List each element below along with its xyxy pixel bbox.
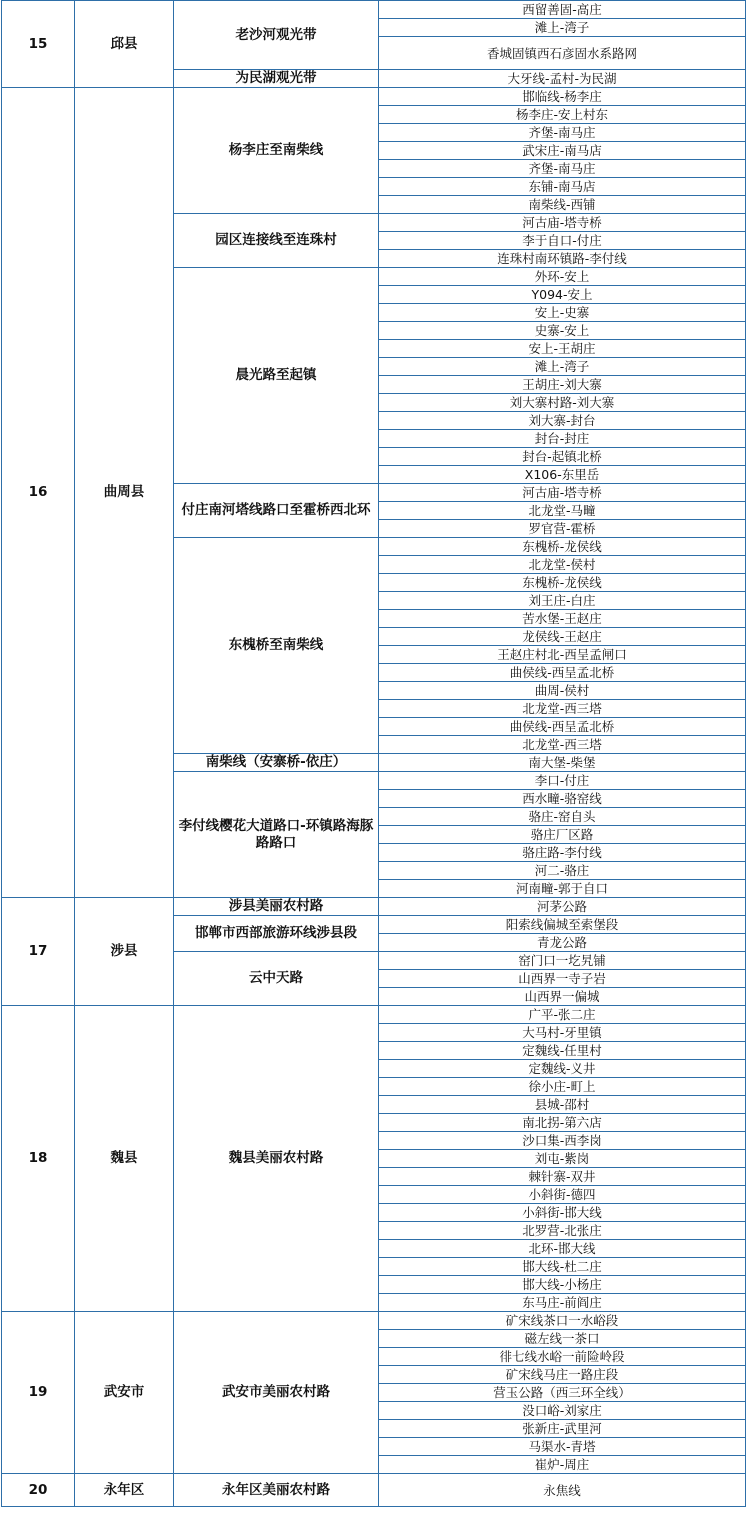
- route-name: 涉县美丽农村路: [174, 898, 379, 916]
- segment-name: 南柴线-西铺: [379, 196, 746, 214]
- segment-name: 王胡庄-刘大寨: [379, 376, 746, 394]
- route-name: 武安市美丽农村路: [174, 1312, 379, 1474]
- segment-name: 矿宋线茶口一水峪段: [379, 1312, 746, 1330]
- segment-name: 香城固镇西石彦固水系路网: [379, 37, 746, 70]
- segment-name: 曲侯线-西呈孟北桥: [379, 664, 746, 682]
- segment-name: 磁左线一茶口: [379, 1330, 746, 1348]
- segment-name: 骆庄-窑自头: [379, 808, 746, 826]
- segment-name: 东槐桥-龙侯线: [379, 574, 746, 592]
- county-name: 魏县: [75, 1006, 174, 1312]
- table-row: [2, 88, 746, 106]
- segment-name: 安上-史寨: [379, 304, 746, 322]
- segment-name: 营玉公路（西三环全线）: [379, 1384, 746, 1402]
- segment-name: 安上-王胡庄: [379, 340, 746, 358]
- segment-name: 大牙线-孟村-为民湖: [379, 70, 746, 88]
- segment-name: 定魏线-任里村: [379, 1042, 746, 1060]
- segment-name: 东槐桥-龙侯线: [379, 538, 746, 556]
- segment-name: 北龙堂-马疃: [379, 502, 746, 520]
- segment-name: 刘屯-紫岗: [379, 1150, 746, 1168]
- segment-name: 徐小庄-町上: [379, 1078, 746, 1096]
- route-name: 永年区美丽农村路: [174, 1474, 379, 1507]
- county-name: 永年区: [75, 1474, 174, 1507]
- segment-name: 广平-张二庄: [379, 1006, 746, 1024]
- segment-name: 南北拐-第六店: [379, 1114, 746, 1132]
- segment-name: 罗官营-霍桥: [379, 520, 746, 538]
- segment-name: 东铺-南马店: [379, 178, 746, 196]
- segment-name: 北龙堂-侯村: [379, 556, 746, 574]
- table-row: [2, 1312, 746, 1330]
- route-name: 晨光路至起镇: [174, 268, 379, 484]
- segment-name: 棘针寨-双井: [379, 1168, 746, 1186]
- table-row: [2, 898, 746, 916]
- row-number: 16: [2, 88, 75, 898]
- segment-name: 河南疃-郭于自口: [379, 880, 746, 898]
- segment-name: 李口-付庄: [379, 772, 746, 790]
- route-table: [1, 0, 746, 1507]
- segment-name: 齐堡-南马庄: [379, 124, 746, 142]
- route-name: 李付线樱花大道路口-环镇路海豚路路口: [174, 772, 379, 898]
- route-name: 园区连接线至连珠村: [174, 214, 379, 268]
- route-name: 云中天路: [174, 952, 379, 1006]
- segment-name: 青龙公路: [379, 934, 746, 952]
- county-name: 曲周县: [75, 88, 174, 898]
- segment-name: 没口峪-刘家庄: [379, 1402, 746, 1420]
- table-row: [2, 1006, 746, 1024]
- segment-name: 连珠村南环镇路-李付线: [379, 250, 746, 268]
- route-name: 杨李庄至南柴线: [174, 88, 379, 214]
- segment-name: 刘大寨村路-刘大寨: [379, 394, 746, 412]
- route-name: 魏县美丽农村路: [174, 1006, 379, 1312]
- segment-name: 北龙堂-西三塔: [379, 736, 746, 754]
- segment-name: 沙口集-西李岗: [379, 1132, 746, 1150]
- segment-name: 邯大线-小杨庄: [379, 1276, 746, 1294]
- route-table-body: [2, 1, 746, 1507]
- segment-name: 武宋庄-南马店: [379, 142, 746, 160]
- segment-name: 骆庄厂区路: [379, 826, 746, 844]
- route-name: 付庄南河塔线路口至霍桥西北环: [174, 484, 379, 538]
- county-name: 邱县: [75, 1, 174, 88]
- segment-name: X106-东里岳: [379, 466, 746, 484]
- row-number: 15: [2, 1, 75, 88]
- segment-name: 西留善固-高庄: [379, 1, 746, 19]
- segment-name: 北罗营-北张庄: [379, 1222, 746, 1240]
- row-number: 19: [2, 1312, 75, 1474]
- segment-name: 小斜街-邯大线: [379, 1204, 746, 1222]
- route-name: 老沙河观光带: [174, 1, 379, 70]
- segment-name: 齐堡-南马庄: [379, 160, 746, 178]
- segment-name: 马渠水-青塔: [379, 1438, 746, 1456]
- segment-name: 矿宋线马庄一路庄段: [379, 1366, 746, 1384]
- table-row: [2, 1474, 746, 1507]
- segment-name: 邯大线-杜二庄: [379, 1258, 746, 1276]
- segment-name: 封台-封庄: [379, 430, 746, 448]
- segment-name: 山西界一寺子岩: [379, 970, 746, 988]
- row-number: 18: [2, 1006, 75, 1312]
- segment-name: 邯临线-杨李庄: [379, 88, 746, 106]
- segment-name: 崔炉-周庄: [379, 1456, 746, 1474]
- segment-name: 定魏线-义井: [379, 1060, 746, 1078]
- segment-name: 刘大寨-封台: [379, 412, 746, 430]
- segment-name: 东马庄-前阎庄: [379, 1294, 746, 1312]
- segment-name: 南大堡-柴堡: [379, 754, 746, 772]
- segment-name: 张新庄-武里河: [379, 1420, 746, 1438]
- segment-name: 河茅公路: [379, 898, 746, 916]
- segment-name: 骆庄路-李付线: [379, 844, 746, 862]
- route-name: 东槐桥至南柴线: [174, 538, 379, 754]
- row-number: 17: [2, 898, 75, 1006]
- segment-name: 曲侯线-西呈孟北桥: [379, 718, 746, 736]
- county-name: 涉县: [75, 898, 174, 1006]
- segment-name: 县城-邵村: [379, 1096, 746, 1114]
- route-name: 南柴线（安寨桥-依庄）: [174, 754, 379, 772]
- segment-name: 永焦线: [379, 1474, 746, 1507]
- county-name: 武安市: [75, 1312, 174, 1474]
- segment-name: 滩上-湾子: [379, 19, 746, 37]
- segment-name: 龙侯线-王赵庄: [379, 628, 746, 646]
- segment-name: 河古庙-塔寺桥: [379, 484, 746, 502]
- segment-name: 刘王庄-白庄: [379, 592, 746, 610]
- segment-name: 杨李庄-安上村东: [379, 106, 746, 124]
- segment-name: 小斜街-德四: [379, 1186, 746, 1204]
- segment-name: 山西界一偏城: [379, 988, 746, 1006]
- segment-name: 河二-骆庄: [379, 862, 746, 880]
- segment-name: 大马村-牙里镇: [379, 1024, 746, 1042]
- segment-name: 阳索线偏城至索堡段: [379, 916, 746, 934]
- segment-name: 封台-起镇北桥: [379, 448, 746, 466]
- route-name: 邯郸市西部旅游环线涉县段: [174, 916, 379, 952]
- segment-name: 王赵庄村北-西呈孟闸口: [379, 646, 746, 664]
- route-name: 为民湖观光带: [174, 70, 379, 88]
- table-row: [2, 1, 746, 19]
- segment-name: 徘七线水峪一前险岭段: [379, 1348, 746, 1366]
- segment-name: 北龙堂-西三塔: [379, 700, 746, 718]
- segment-name: 北环-邯大线: [379, 1240, 746, 1258]
- row-number: 20: [2, 1474, 75, 1507]
- segment-name: 西水疃-骆窑线: [379, 790, 746, 808]
- segment-name: 滩上-湾子: [379, 358, 746, 376]
- segment-name: 李于自口-付庄: [379, 232, 746, 250]
- segment-name: Y094-安上: [379, 286, 746, 304]
- segment-name: 苦水堡-王赵庄: [379, 610, 746, 628]
- segment-name: 史寨-安上: [379, 322, 746, 340]
- segment-name: 外环-安上: [379, 268, 746, 286]
- segment-name: 河古庙-塔寺桥: [379, 214, 746, 232]
- segment-name: 曲周-侯村: [379, 682, 746, 700]
- segment-name: 窑门口一圪旯铺: [379, 952, 746, 970]
